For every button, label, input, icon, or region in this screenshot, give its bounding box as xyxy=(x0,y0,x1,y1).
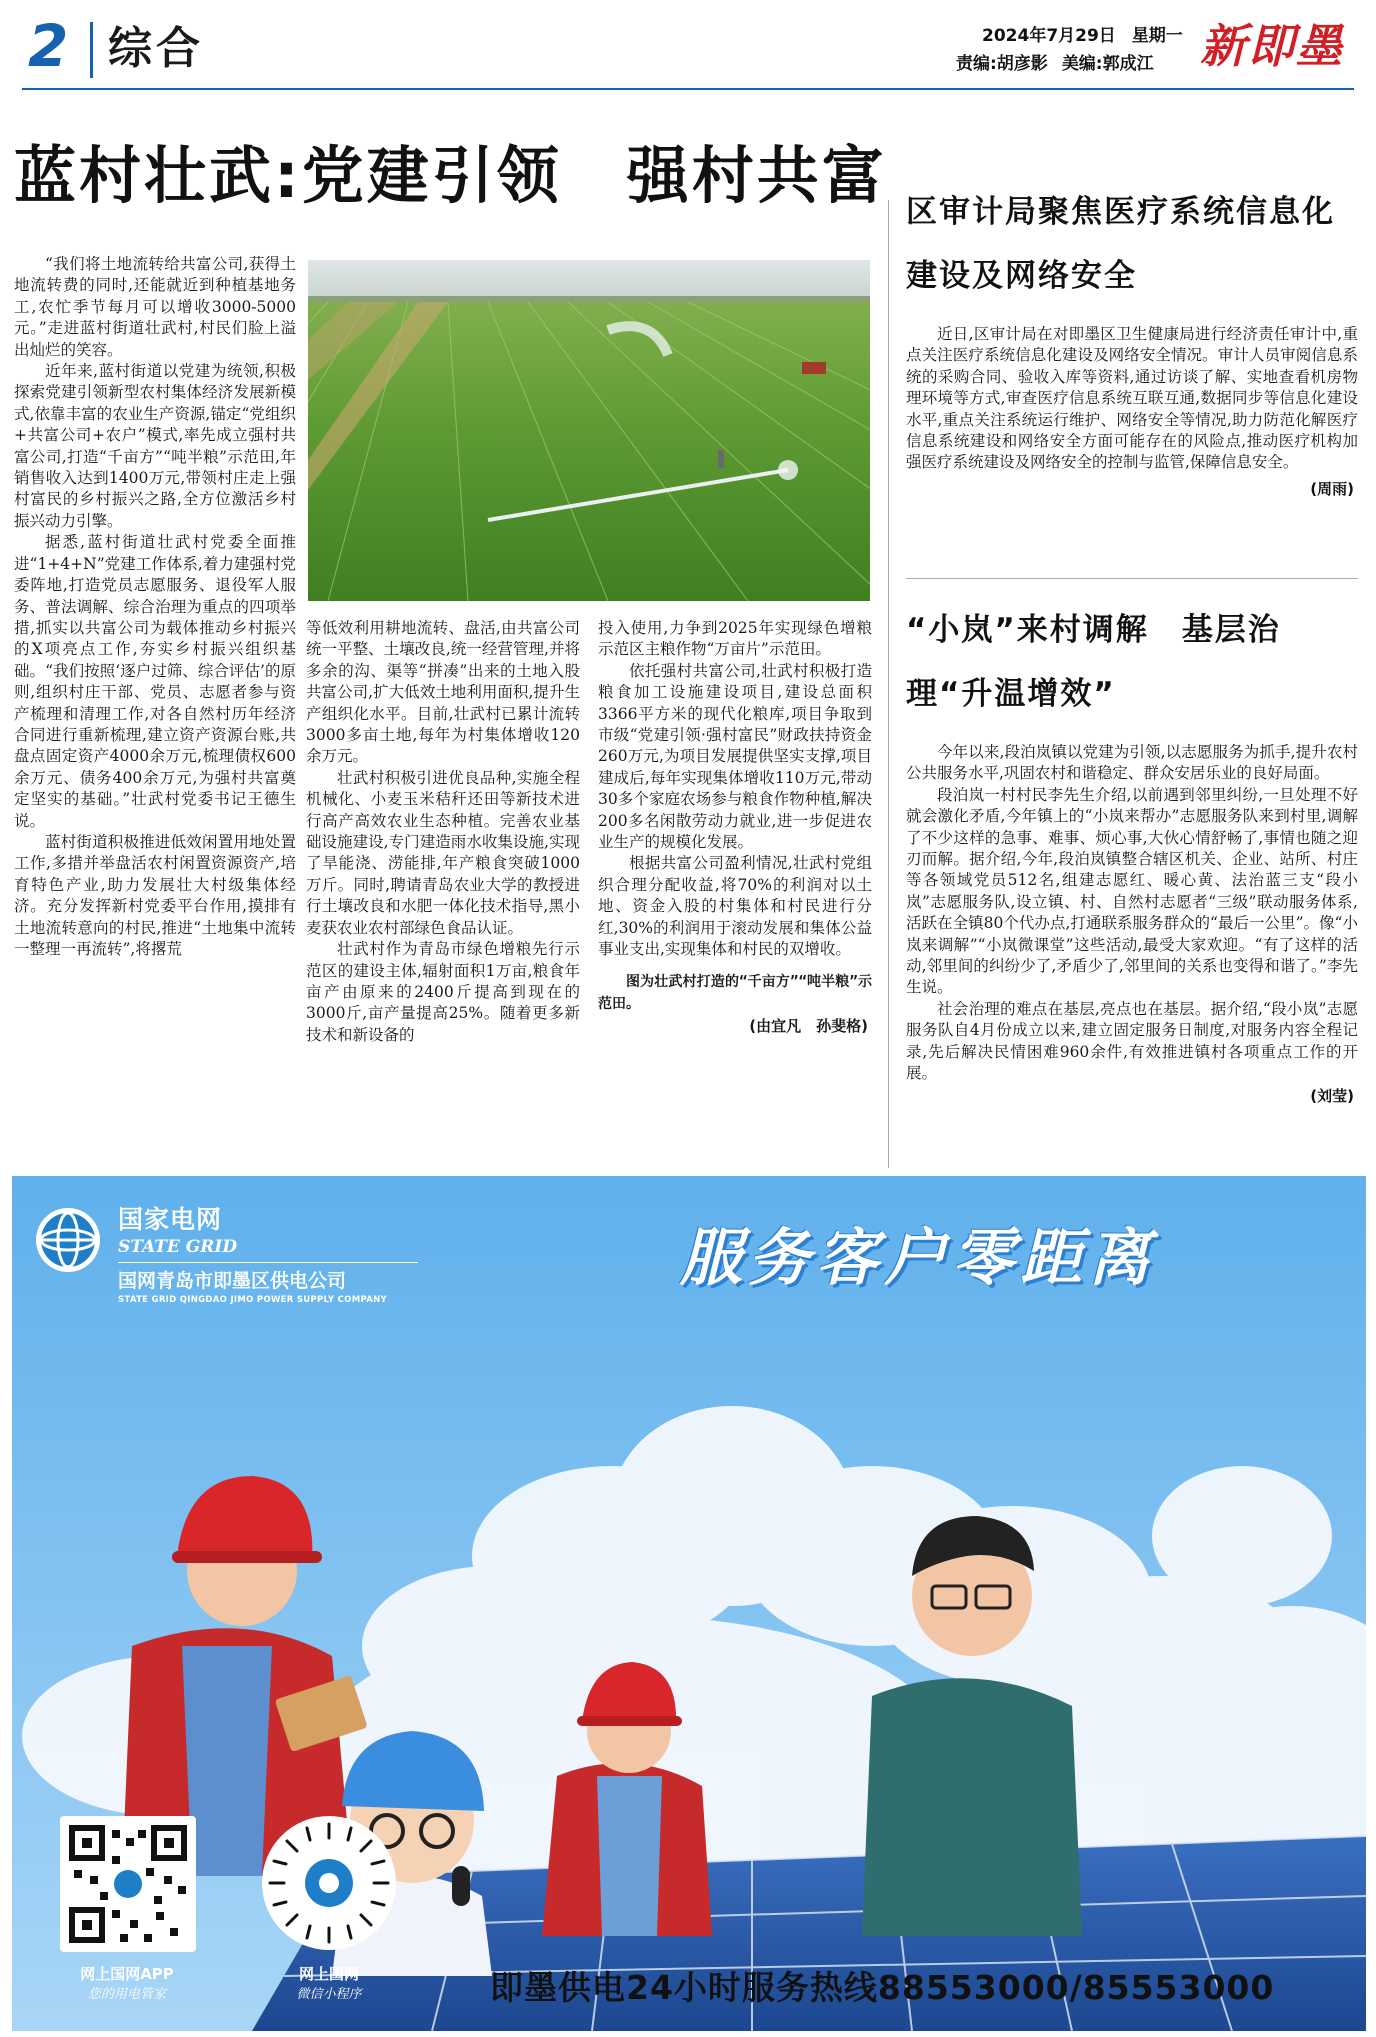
company-name-en: STATE GRID QINGDAO JIMO POWER SUPPLY COMPANY xyxy=(118,1295,387,1305)
state-grid-logo-icon xyxy=(34,1206,102,1274)
brand-rule xyxy=(118,1262,418,1263)
article-column-3 xyxy=(598,618,872,1170)
page-number: 2 xyxy=(28,12,69,80)
masthead xyxy=(22,14,1354,86)
main-byline: (由宜凡 孙斐格) xyxy=(749,1016,868,1035)
mini-program-label: 网上国网 xyxy=(298,1965,359,1983)
mini-program-code[interactable] xyxy=(262,1816,396,1950)
mediation-body xyxy=(906,742,1358,1085)
paragraph: 根据共富公司盈利情况,壮武村党组织合理分配收益,将70%的利润对以土地、资金入股的村集体和村民进行分红,30%的利润用于滚动发展和集体公益事业支出,实现集体和村民的双增收。 xyxy=(598,854,872,959)
farm-field-photo xyxy=(308,260,870,601)
paragraph: 等低效利用耕地流转、盘活,由共富公司统一平整、土壤改良,统一经营管理,并将多余的沟、渠等“拼凑”出来的土地入股共富公司,扩大低效土地利用面积,提升生产组织化水平。目前,壮武村已累计流转3000多亩土地,每年为村集体增收120余万元。 xyxy=(306,619,580,766)
paragraph: “我们将土地流转给共富公司,获得土地流转费的同时,还能就近到种植基地务工,农忙季节每月可以增收3000-5000元。”走进蓝村街道壮武村,村民们脸上溢出灿烂的笑容。 xyxy=(14,255,296,359)
dateline xyxy=(982,24,1183,48)
paragraph: 投入使用,力争到2025年实现绿色增粮示范区主粮作物“万亩片”示范田。 xyxy=(598,619,872,659)
mini-program-subtitle: 微信小程序 xyxy=(296,1987,362,2002)
editor-credit: 责编:胡彦影 xyxy=(956,54,1048,74)
state-grid-advertisement xyxy=(12,1176,1366,2031)
newspaper-logo: 新即墨 xyxy=(1200,19,1344,73)
header-rule xyxy=(22,88,1354,90)
app-qr-subtitle: 您的用电管家 xyxy=(87,1987,166,2002)
app-qr-code[interactable] xyxy=(60,1816,196,1952)
section-title: 综合 xyxy=(108,23,204,74)
issue-weekday: 星期一 xyxy=(1131,26,1183,46)
app-qr-label: 网上国网APP xyxy=(80,1965,174,1983)
mediation-article xyxy=(906,598,1358,1107)
audit-headline: 区审计局聚焦医疗系统信息化建设及网络安全 xyxy=(906,194,1335,294)
paragraph: 据悉,蓝村街道壮武村党委全面推进“1+4+N”党建工作体系,着力建强村党委阵地,打造党员志愿服务、退役军人服务、普法调解、综合治理为重点的四项举措,抓实以共富公司为载体推动乡村振兴的X项亮点工作,夯实乡村振兴组织基础。“我们按照‘逐户过筛、综合评估’的原则,组织村庄干部、党员、志愿者参与资产梳理和清理工作,对各自然村历年经济合同进行重新梳理,建立资产资源台账,共盘点固定资产4000余万元,梳理债权600余万元、债务400余万元,为强村共富奠定坚实的基础。”壮武村党委书记王德生说。 xyxy=(14,533,296,830)
audit-byline: (周雨) xyxy=(1310,479,1354,498)
paragraph: 依托强村共富公司,壮武村积极打造粮食加工设施建设项目,建设总面积3366平方米的现代化粮库,项目争取到市级“党建引领·强村富民”财政扶持资金260万元,为项目发展提供坚实支撑,项目建成后,每年实现集体增收110万元,带动30多个家庭农场参与粮食作物种植,解决200多名闲散劳动力就业,进一步促进农业生产的规模化发展。 xyxy=(598,661,872,852)
main-headline: 蓝村壮武:党建引领 强村共富 xyxy=(14,139,887,212)
column-divider xyxy=(888,200,889,1168)
editor-credits xyxy=(956,52,1154,76)
paragraph: 段泊岚一村村民李先生介绍,以前遇到邻里纠纷,一旦处理不好就会激化矛盾,今年镇上的“小岚来帮办”志愿服务队来到村里,调解了不少这样的急事、难事、烦心事,大伙心情舒畅了,事情也随之迎刃而解。据介绍,今年,段泊岚镇整合辖区机关、企业、站所、村庄等各领域党员512名,组建志愿红、暖心黄、法治蓝三支“段小岚”志愿服务队,设立镇、村、自然村志愿者“三级”联动服务体系,活跃在全镇80个代办点,打通联系服务群众的“最后一公里”。像“小岚来调解”“小岚微课堂”这些活动,最受大家欢迎。“有了这样的活动,邻里间的纠纷少了,矛盾少了,邻里间的关系也变得和谐了。”李先生说。 xyxy=(906,785,1358,997)
paragraph: 近年来,蓝村街道以党建为统领,积极探索党建引领新型农村集体经济发展新模式,依靠丰富的农业生产资源,锚定“党组织+共富公司+农户”模式,率先成立强村共富公司,打造“千亩方”“吨半粮”示范田,年销售收入达到1400万元,带领村庄走上强村富民的乡村振兴之路,全方位激活乡村振兴动力引擎。 xyxy=(14,362,296,530)
service-hotline: 即墨供电24小时服务热线88553000/85553000 xyxy=(490,1968,1275,2007)
brand-name-cn: 国家电网 xyxy=(118,1205,223,1234)
brand-name-en: STATE GRID xyxy=(118,1237,238,1257)
mediation-headline: “小岚”来村调解 基层治理“升温增效” xyxy=(906,612,1281,712)
paragraph: 蓝村街道积极推进低效闲置用地处置工作,多措并举盘活农村闲置资源资产,培育特色产业,助力发展壮大村级集体经济。充分发挥新村党委平台作用,摸排有土地流转意向的村民,推进“土地集中流转一整理一再流转”,将撂荒 xyxy=(14,832,296,958)
article-column-1 xyxy=(14,254,296,1170)
audit-body xyxy=(906,324,1358,474)
issue-date: 2024年7月29日 xyxy=(982,26,1116,46)
paragraph: 近日,区审计局在对即墨区卫生健康局进行经济责任审计中,重点关注医疗系统信息化建设及网络安全情况。审计人员审阅信息系统的采购合同、验收入库等资料,通过访谈了解、实地查看机房物理环境等方式,审查医疗信息系统互联互通,数据同步等信息化建设水平,重点关注系统运行维护、网络安全等情况,助力防范化解医疗信息系统建设和网络安全方面可能存在的风险点,推动医疗机构加强医疗系统建设及网络安全的控制与监管,保障信息安全。 xyxy=(906,325,1358,472)
audit-article xyxy=(906,180,1358,500)
paragraph: 壮武村积极引进优良品种,实施全程机械化、小麦玉米秸秆还田等新技术进行高产高效农业生态种植。完善农业基础设施建设,专门建造雨水收集设施,实现了旱能浇、涝能排,年产粮食突破1000万斤。同时,聘请青岛农业大学的教授进行土壤改良和水肥一体化技术指导,黑小麦获农业农村部绿色食品认证。 xyxy=(306,768,580,937)
story-divider xyxy=(906,578,1358,579)
article-column-2 xyxy=(306,618,580,1170)
paragraph: 壮武村作为青岛市绿色增粮先行示范区的建设主体,辐射面积1万亩,粮食年亩产由原来的2400斤提高到现在的3000斤,亩产量提高25%。随着更多新技术和新设备的 xyxy=(306,940,580,1044)
ad-slogan: 服务客户零距离 xyxy=(680,1221,1157,1294)
paragraph: 今年以来,段泊岚镇以党建为引领,以志愿服务为抓手,提升农村公共服务水平,巩固农村和谐稳定、群众安居乐业的良好局面。 xyxy=(906,743,1358,783)
designer-credit: 美编:郭成江 xyxy=(1061,54,1154,74)
masthead-divider xyxy=(90,22,93,78)
company-name-cn: 国网青岛市即墨区供电公司 xyxy=(118,1270,347,1292)
photo-caption: 图为壮武村打造的“千亩方”“吨半粮”示范田。 xyxy=(598,973,872,1012)
paragraph: 社会治理的难点在基层,亮点也在基层。据介绍,“段小岚”志愿服务队自4月份成立以来,建立固定服务日制度,对服务内容全程记录,先后解决民情困难960余件,有效推进镇村各项重点工作的开展。 xyxy=(906,999,1358,1083)
mediation-byline: (刘莹) xyxy=(1310,1086,1354,1105)
